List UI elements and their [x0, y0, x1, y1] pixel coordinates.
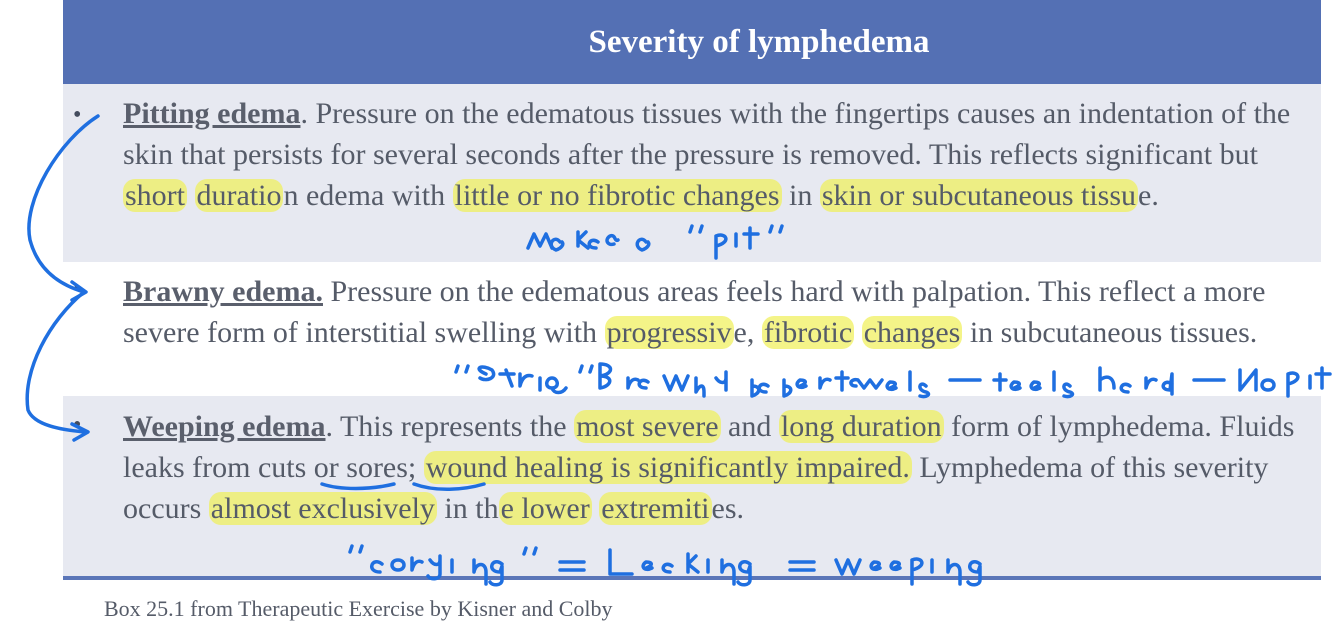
highlight: fibrotic [763, 316, 853, 349]
text-segment: and [720, 410, 779, 443]
text-segment [854, 316, 862, 349]
term-weeping-edema: Weeping edema [123, 410, 326, 443]
text-segment: form of lymphedema. Fluids leaks from cuts or sores; [123, 410, 1295, 484]
highlight: changes [863, 316, 961, 349]
table-title: Severity of lymphedema [588, 23, 930, 60]
row-text-pitting [123, 93, 1303, 216]
bullet-point: • [73, 102, 82, 128]
bullet-point: • [73, 276, 82, 302]
table-row-weeping [63, 396, 1321, 576]
lymphedema-table [63, 0, 1321, 582]
highlight: progressiv [606, 316, 732, 349]
term-pitting-edema: Pitting edema [123, 97, 301, 130]
table-row-brawny [63, 262, 1321, 396]
row-text-weeping [123, 406, 1303, 529]
text-segment: Lymphedema of this severity occurs [123, 451, 1269, 525]
text-segment: . This represents the [325, 410, 575, 443]
text-segment: e. [1138, 179, 1159, 212]
text-segment [187, 179, 195, 212]
highlight: long duration [780, 410, 942, 443]
highlight: e lower [500, 492, 590, 525]
term-brawny-edema: Brawny edema. [123, 275, 323, 308]
text-segment: in th [436, 492, 499, 525]
highlight: almost exclusively [210, 492, 435, 525]
highlight: wound healing is significantly impaired. [425, 451, 910, 484]
highlight: most severe [576, 410, 719, 443]
text-segment: es. [711, 492, 745, 525]
text-segment: e, [733, 316, 762, 349]
table-bottom-rule [63, 576, 1321, 580]
highlight: little or no fibrotic changes [454, 179, 780, 212]
bullet-point: • [73, 412, 82, 438]
text-segment: n edema with [283, 179, 453, 212]
table-header [63, 0, 1321, 84]
highlight: duratio [196, 179, 282, 212]
text-segment: in [781, 179, 820, 212]
text-segment: in subcutaneous tissues. [962, 316, 1258, 349]
highlight: extremiti [601, 492, 710, 525]
citation-text: Box 25.1 from Therapeutic Exercise by Kisner and Colby [104, 596, 613, 621]
row-text-brawny [123, 271, 1303, 353]
table-row-pitting [63, 84, 1321, 262]
text-segment: Pressure on the edematous areas feels hard with palpation. This reflect a more severe form of interstitial swelling with [123, 275, 1266, 349]
highlight: short [125, 179, 185, 212]
text-segment: . Pressure on the edematous tissues with the fingertips causes an indentation of the skin that persists for several seconds after the pressure is removed. This reflects significant but [123, 97, 1291, 171]
highlight: skin or subcutaneous tissu [821, 179, 1137, 212]
